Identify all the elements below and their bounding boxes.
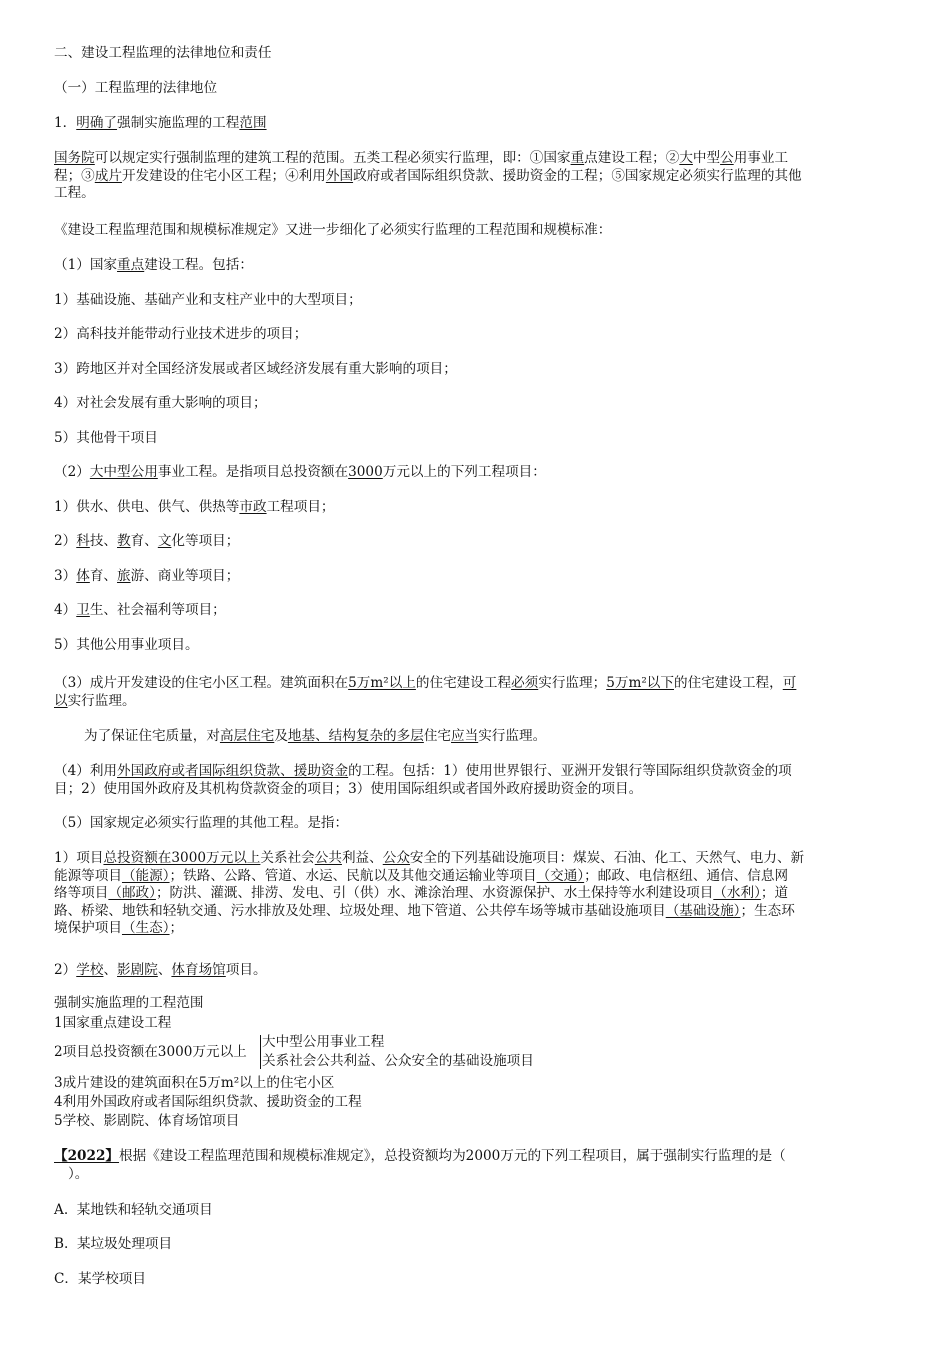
section-title: 二、建设工程监理的法律地位和责任 <box>54 45 272 61</box>
point-1: 1．明确了强制实施监理的工程范围 <box>54 115 267 131</box>
summary-row: 4利用外国政府或者国际组织贷款、援助资金的工程 <box>54 1094 362 1110</box>
category-3: （3）成片开发建设的住宅小区工程。建筑面积在5万m²以上的住宅建设工程必须实行监理；5万m²以下的住宅建设工程，可 以实行监理。 <box>54 675 797 709</box>
category-5-item-2: 2）学校、影剧院、体育场馆项目。 <box>54 962 267 978</box>
category-5-item-1: 1）项目总投资额在3000万元以上关系社会公共利益、公众安全的下列基础设施项目：煤炭、石油、化工、天然气、电力、新 能源等项目（能源）；铁路、公路、管道、水运、民航以及其他交通运输业等项目（交通）；邮政、电信枢纽、通信、信息网 络等项目（邮政）；防洪、灌溉、排涝、发电、引（供）水、滩涂治理、水资源保护、水土保持等水利建设项目（水利）；道 路、桥梁、地铁和轻轨交通、污水排放及处理、垃圾处理、地下管道、公共停车场等城市基础设施项目（基础设施）；生态环 境保护项目（生态）； <box>54 850 805 936</box>
summary-row: 5学校、影剧院、体育场馆项目 <box>54 1113 240 1129</box>
category-1: （1）国家重点建设工程。包括： <box>54 257 253 273</box>
year-tag: 【2022】 <box>54 1148 120 1164</box>
subsection-title: （一）工程监理的法律地位 <box>54 80 218 96</box>
list-item: 4）对社会发展有重大影响的项目； <box>54 395 267 411</box>
summary-diagram <box>54 992 654 1132</box>
category-3-note: 为了保证住宅质量，对高层住宅及地基、结构复杂的多层住宅应当实行监理。 <box>84 728 547 744</box>
question-stem: 【2022】根据《建设工程监理范围和规模标准规定》，总投资额均为2000万元的下列工程项目，属于强制实行监理的是（ ）。 <box>54 1148 786 1182</box>
option-c[interactable]: C．某学校项目 <box>54 1271 146 1287</box>
category-4: （4）利用外国政府或者国际组织贷款、援助资金的工程。包括：1）使用世界银行、亚洲开发银行等国际组织贷款资金的项 目；2）使用国外政府及其机构贷款资金的项目；3）使用国际组织或者国外政府援助资金的项目。 <box>54 763 792 797</box>
category-5: （5）国家规定必须实行监理的其他工程。是指： <box>54 815 349 831</box>
list-item: 5）其他公用事业项目。 <box>54 637 199 653</box>
category-2: （2）大中型公用事业工程。是指项目总投资额在3000万元以上的下列工程项目： <box>54 464 546 480</box>
para-regulation: 《建设工程监理范围和规模标准规定》又进一步细化了必须实行监理的工程范围和规模标准： <box>54 222 612 238</box>
list-item: 1）基础设施、基础产业和支柱产业中的大型项目； <box>54 292 362 308</box>
summary-row: 3成片建设的建筑面积在5万m²以上的住宅小区 <box>54 1075 335 1091</box>
list-item: 4）卫生、社会福利等项目； <box>54 602 226 618</box>
summary-row: 1国家重点建设工程 <box>54 1015 172 1031</box>
list-item: 2）科技、教育、文化等项目； <box>54 533 240 549</box>
summary-row: 2项目总投资额在3000万元以上 <box>54 1044 247 1060</box>
list-item: 3）跨地区并对全国经济发展或者区域经济发展有重大影响的项目； <box>54 361 457 377</box>
list-item: 1）供水、供电、供气、供热等市政工程项目； <box>54 499 335 515</box>
list-item: 3）体育、旅游、商业等项目； <box>54 568 240 584</box>
list-item: 5）其他骨干项目 <box>54 430 158 446</box>
option-b[interactable]: B. 某垃圾处理项目 <box>54 1236 173 1252</box>
summary-title: 强制实施监理的工程范围 <box>54 995 204 1011</box>
option-a[interactable]: A. 某地铁和轻轨交通项目 <box>54 1202 213 1218</box>
summary-branch: 关系社会公共利益、公众安全的基础设施项目 <box>262 1053 534 1069</box>
para-five-categories: 国务院可以规定实行强制监理的建筑工程的范围。五类工程必须实行监理，即：①国家重点建设工程；②大中型公用事业工 程；③成片开发建设的住宅小区工程；④利用外国政府或者国际组织贷款、援助资金的工程；⑤国家规定必须实行监理的其他 工程。 <box>54 150 802 201</box>
bracket-line <box>260 1035 267 1069</box>
list-item: 2）高科技并能带动行业技术进步的项目； <box>54 326 308 342</box>
summary-branch: 大中型公用事业工程 <box>262 1034 385 1050</box>
